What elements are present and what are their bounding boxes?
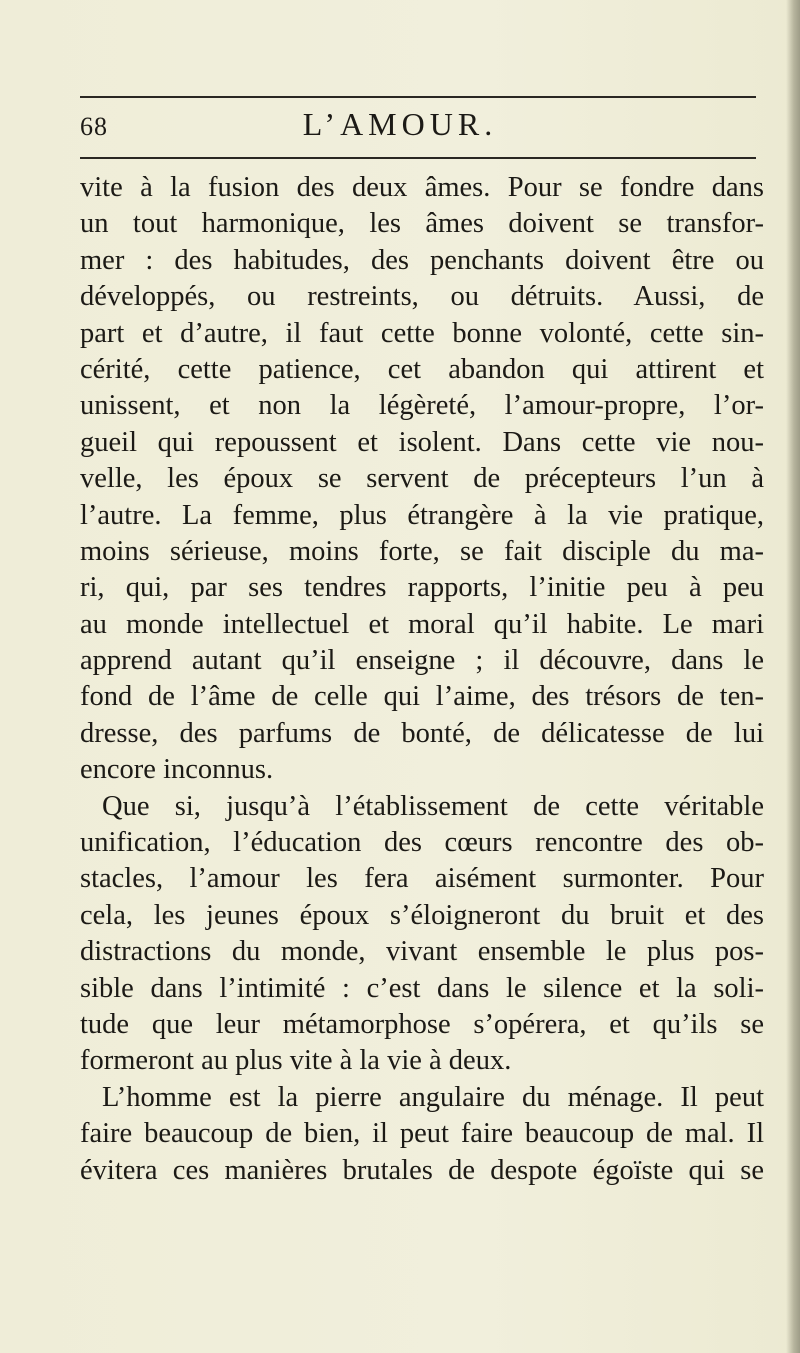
paragraph-start-line: L’homme est la pierre angulaire du ménage. Il peut [102, 1081, 764, 1113]
text-line: dresse, des parfums de bonté, de délicatesse de lui [80, 717, 764, 749]
text-line: cérité, cette patience, cet abandon qui attirent et [80, 353, 764, 385]
header-rule-bottom [80, 157, 756, 159]
running-title: L’AMOUR. [302, 106, 498, 142]
header-rule-top [80, 96, 756, 98]
text-line: sible dans l’intimité : c’est dans le silence et la soli- [80, 972, 764, 1004]
paragraph-end-line: encore inconnus. [80, 754, 274, 786]
text-line: faire beaucoup de bien, il peut faire beaucoup de mal. Il [80, 1118, 764, 1150]
text-line: vite à la fusion des deux âmes. Pour se fondre dans [80, 172, 764, 203]
text-line: unissent, et non la légèreté, l’amour-propre, l’or- [80, 390, 764, 422]
paragraph-start-line: Que si, jusqu’à l’établissement de cette véritable [102, 790, 764, 822]
page-number: 68 [80, 112, 108, 141]
text-line: tude que leur métamorphose s’opérera, et qu’ils se [80, 1008, 764, 1040]
text-line: développés, ou restreints, ou détruits. Aussi, de [80, 281, 764, 313]
text-line: fond de l’âme de celle qui l’aime, des trésors de ten- [80, 681, 764, 713]
page-edge-shadow [786, 0, 800, 1353]
text-line: ri, qui, par ses tendres rapports, l’initie peu à peu [80, 572, 764, 604]
paragraph-end-line: formeront au plus vite à la vie à deux. [80, 1045, 512, 1077]
text-line: unification, l’éducation des cœurs rencontre des ob- [80, 827, 764, 859]
text-line: moins sérieuse, moins forte, se fait disciple du ma- [80, 535, 764, 567]
text-line: apprend autant qu’il enseigne ; il découvre, dans le [80, 645, 764, 677]
text-line: stacles, l’amour les fera aisément surmonter. Pour [80, 863, 764, 895]
text-line: évitera ces manières brutales de despote égoïste qui se [80, 1154, 764, 1186]
text-line: gueil qui repoussent et isolent. Dans cette vie nou- [80, 426, 764, 458]
body-text [80, 170, 764, 1189]
text-line: un tout harmonique, les âmes doivent se transfor- [80, 208, 764, 240]
text-line: au monde intellectuel et moral qu’il habite. Le mari [80, 608, 764, 640]
text-line: cela, les jeunes époux s’éloigneront du bruit et des [80, 899, 764, 931]
text-line: distractions du monde, vivant ensemble le plus pos- [80, 936, 764, 968]
text-line: l’autre. La femme, plus étrangère à la vie pratique, [80, 499, 764, 531]
text-line: mer : des habitudes, des penchants doivent être ou [80, 244, 764, 276]
text-line: part et d’autre, il faut cette bonne volonté, cette sin- [80, 317, 764, 349]
text-line: velle, les époux se servent de précepteurs l’un à [80, 463, 764, 495]
